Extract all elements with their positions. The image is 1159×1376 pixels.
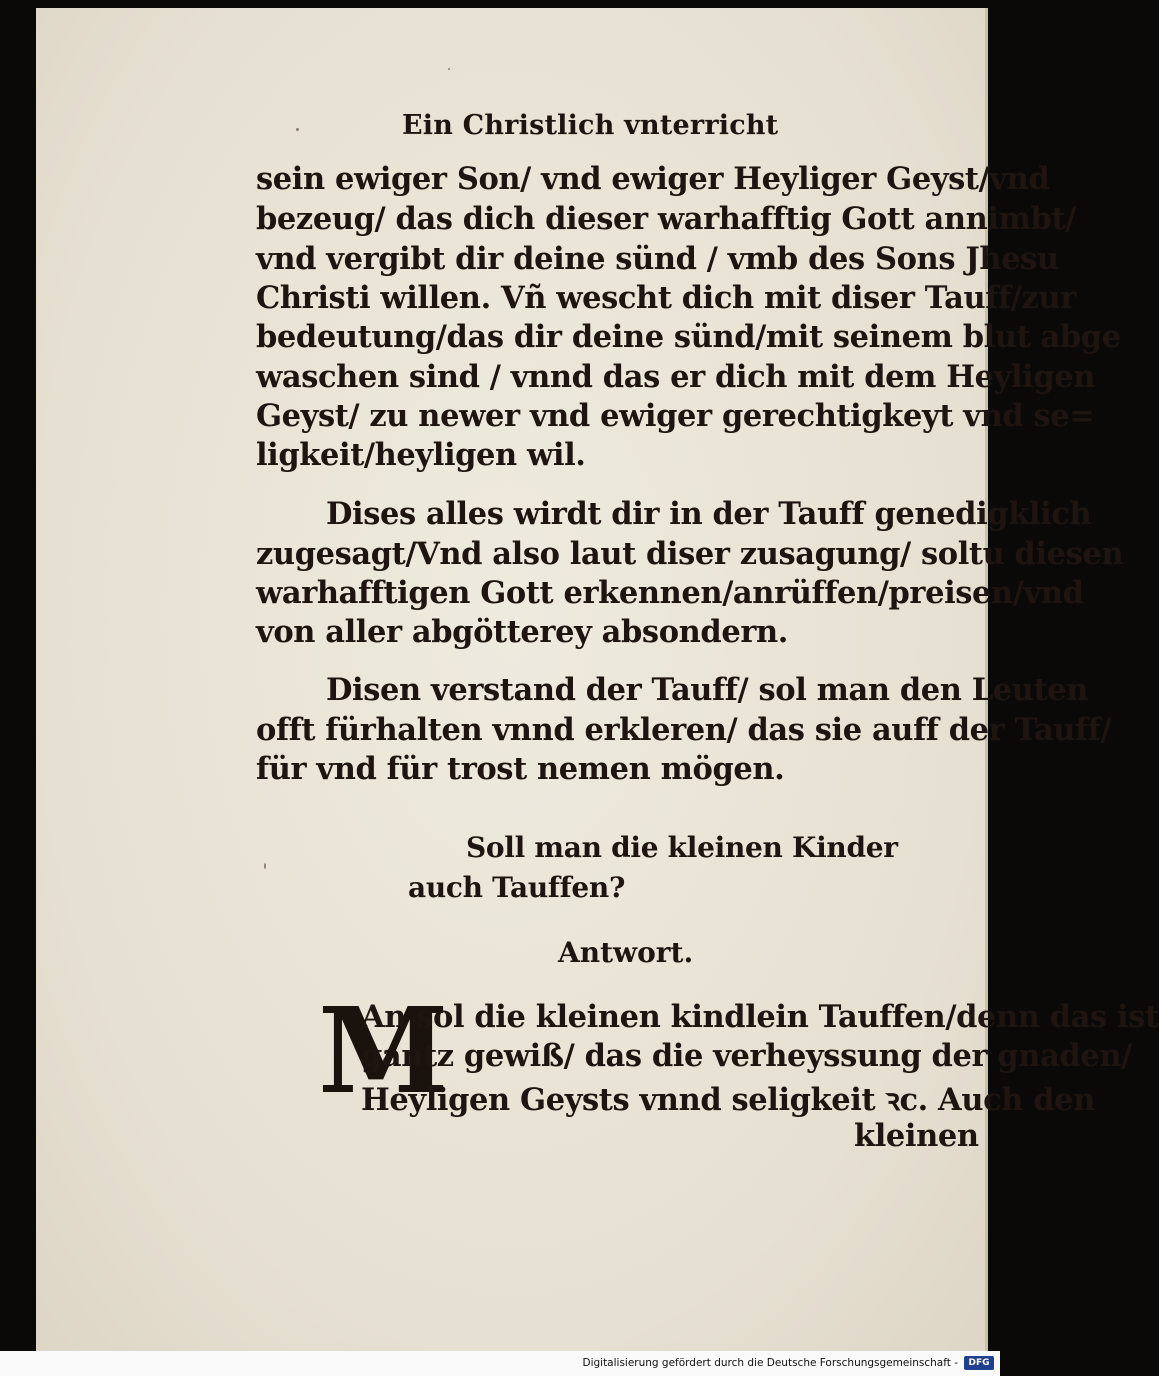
text-line: waschen sind / vnnd das er dich mit dem Heyligen <box>256 359 1096 395</box>
running-head: Ein Christlich vnterricht <box>402 110 779 141</box>
text-line: für vnd für trost nemen mögen. <box>256 751 785 787</box>
text-line: Christi willen. Vñ wescht dich mit diser Tauff/zur <box>256 280 1076 316</box>
book-page <box>36 8 1159 1351</box>
text-line: Heyligen Geysts vnnd seligkeit ꝛc. Auch den <box>361 1082 1095 1118</box>
text-line: An sol die kleinen kindlein Tauffen/denn das ist <box>361 999 1159 1035</box>
text-line: Dises alles wirdt dir in der Tauff genedigklich <box>326 496 1092 532</box>
text-line: gantz gewiß/ das die verheyssung der gnaden/ <box>361 1038 1132 1074</box>
paper-speck <box>264 863 266 869</box>
text-line: offt fürhalten vnnd erkleren/ das sie auff der Tauff/ <box>256 712 1112 748</box>
paper-speck <box>448 68 450 70</box>
paper-speck <box>296 128 299 131</box>
text-line: bedeutung/das dir deine sünd/mit seinem blut abge <box>256 319 1121 355</box>
catchword: kleinen <box>854 1118 979 1154</box>
text-line: warhafftigen Gott erkennen/anrüffen/preisen/vnd <box>256 575 1084 611</box>
text-line: bezeug/ das dich dieser warhafftig Gott annimbt/ <box>256 201 1076 237</box>
text-line: sein ewiger Son/ vnd ewiger Heyliger Geyst/vnd <box>256 161 1050 197</box>
text-line: von aller abgötterey absondern. <box>256 614 789 650</box>
drop-cap: M <box>318 981 449 1120</box>
text-line: ligkeit/heyligen wil. <box>256 437 586 473</box>
dfg-logo: DFG <box>964 1356 994 1370</box>
text-line: Disen verstand der Tauff/ sol man den Leuten <box>326 672 1089 708</box>
funding-credit: Digitalisierung gefördert durch die Deutsche Forschungsgemeinschaft - <box>582 1357 958 1369</box>
text-line: vnd vergibt dir deine sünd / vmb des Sons Jhesu <box>256 241 1059 277</box>
footer-bar <box>0 1351 1000 1376</box>
question-line: Soll man die kleinen Kinder <box>466 831 898 864</box>
question-line: auch Tauffen? <box>408 871 626 904</box>
text-line: zugesagt/Vnd also laut diser zusagung/ soltu diesen <box>256 536 1124 572</box>
text-line: Geyst/ zu newer vnd ewiger gerechtigkeyt vnd se= <box>256 398 1095 434</box>
answer-heading: Antwort. <box>558 936 694 969</box>
